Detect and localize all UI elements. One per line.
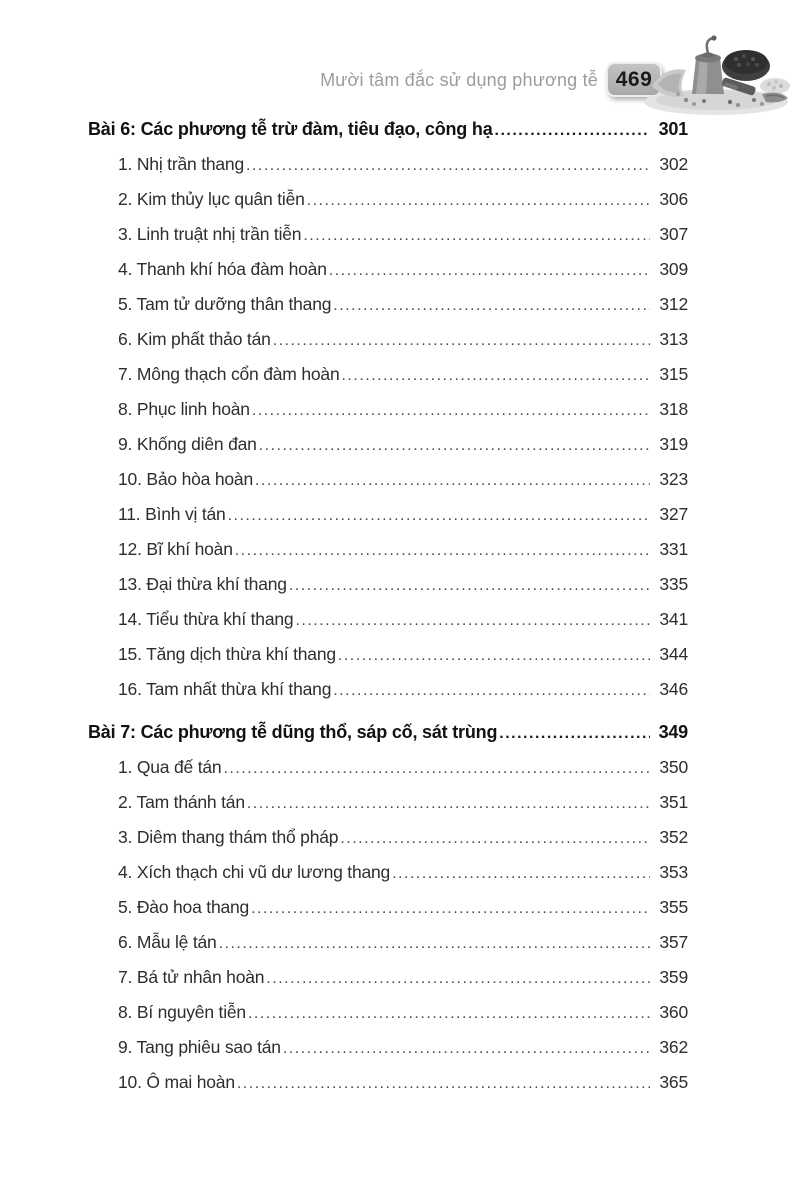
toc-entry [88, 539, 688, 574]
toc-entry-page: 350 [659, 757, 688, 777]
toc-entry-page: 357 [659, 932, 688, 952]
toc-entry-page: 306 [659, 189, 688, 209]
toc-entry-page: 318 [659, 399, 688, 419]
toc-entry-page: 307 [659, 224, 688, 244]
toc-entry [88, 827, 688, 862]
toc-entry-page: 352 [659, 827, 688, 847]
toc-entry [88, 1037, 688, 1072]
toc-entry [88, 757, 688, 792]
toc-entry [88, 154, 688, 189]
toc-entry [88, 434, 688, 469]
toc-entry-label: 1. Nhị trần thang [118, 154, 244, 174]
toc-entry-label: 13. Đại thừa khí thang [118, 574, 287, 594]
toc-entry-page: 335 [659, 574, 688, 594]
toc-section-heading-label: Bài 6: Các phương tễ trừ đàm, tiêu đạo, công hạ [88, 119, 493, 139]
dot-leader [338, 644, 650, 665]
toc-entry-label: 6. Mẫu lệ tán [118, 932, 217, 952]
toc-section [88, 722, 688, 1107]
toc-entry-label: 2. Tam thánh tán [118, 792, 245, 812]
dot-leader [273, 329, 650, 350]
toc-entry-label: 11. Bình vị tán [118, 504, 226, 524]
toc-entry-label: 9. Tang phiêu sao tán [118, 1037, 281, 1057]
dot-leader [341, 364, 650, 385]
dot-leader [246, 154, 650, 175]
dot-leader [295, 609, 650, 630]
dot-leader [237, 1072, 650, 1093]
toc-entry [88, 224, 688, 259]
toc-entry-label: 8. Bí nguyên tiễn [118, 1002, 246, 1022]
dot-leader [266, 967, 650, 988]
toc-entry-page: 346 [659, 679, 688, 699]
dot-leader [259, 434, 650, 455]
toc-section-heading-page: 301 [658, 119, 688, 139]
toc-entry-label: 5. Đào hoa thang [118, 897, 250, 917]
toc-entry-label: 14. Tiểu thừa khí thang [118, 609, 294, 629]
running-title: Mười tâm đắc sử dụng phương tễ [320, 70, 598, 90]
toc-entry-label: 2. Kim thủy lục quân tiễn [118, 189, 305, 209]
toc-entry [88, 504, 688, 539]
toc-entry [88, 329, 688, 364]
dot-leader [303, 224, 650, 245]
toc-entry-page: 365 [659, 1072, 688, 1092]
toc-entry [88, 862, 688, 897]
toc-entry-page: 319 [659, 434, 688, 454]
dot-leader [340, 827, 650, 848]
toc-entry-label: 4. Xích thạch chi vũ dư lương thang [118, 862, 391, 882]
toc [88, 119, 688, 1107]
toc-entry [88, 469, 688, 504]
toc-section-heading [88, 722, 688, 757]
toc-entry [88, 644, 688, 679]
dot-leader [333, 679, 650, 700]
toc-entry-label: 7. Bá tử nhân hoàn [118, 967, 265, 987]
toc-section-heading-label: Bài 7: Các phương tễ dũng thổ, sáp cố, sát trùng [88, 722, 498, 742]
toc-entry-label: 15. Tăng dịch thừa khí thang [118, 644, 336, 664]
toc-entry-page: 327 [659, 504, 688, 524]
dot-leader [252, 399, 650, 420]
toc-entry-page: 360 [659, 1002, 688, 1022]
toc-entry-page: 331 [659, 539, 688, 559]
toc-entry-page: 362 [659, 1037, 688, 1057]
toc-entry-label: 5. Tam tử dưỡng thân thang [118, 294, 332, 314]
toc-entry [88, 679, 688, 714]
toc-entry-label: 6. Kim phất thảo tán [118, 329, 271, 349]
toc-entry-page: 312 [659, 294, 688, 314]
toc-entry [88, 897, 688, 932]
toc-entry-page: 353 [659, 862, 688, 882]
dot-leader [223, 757, 650, 778]
dot-leader [219, 932, 650, 953]
dot-leader [289, 574, 650, 595]
dot-leader [247, 792, 650, 813]
toc-entry-page: 315 [659, 364, 688, 384]
toc-entry-label: 8. Phục linh hoàn [118, 399, 250, 419]
toc-entry-label: 3. Diêm thang thám thổ pháp [118, 827, 339, 847]
toc-entry [88, 967, 688, 1002]
dot-leader [248, 1002, 650, 1023]
dot-leader [307, 189, 650, 210]
dot-leader [499, 722, 650, 743]
toc-section [88, 119, 688, 714]
toc-entry [88, 1072, 688, 1107]
toc-entry [88, 294, 688, 329]
toc-entry-label: 10. Ô mai hoàn [118, 1072, 235, 1092]
dot-leader [392, 862, 650, 883]
dot-leader [255, 469, 650, 490]
toc-section-heading [88, 119, 688, 154]
toc-entry [88, 574, 688, 609]
toc-entry-page: 341 [659, 609, 688, 629]
toc-entry-page: 302 [659, 154, 688, 174]
dot-leader [333, 294, 650, 315]
toc-entry-label: 7. Mông thạch cổn đàm hoàn [118, 364, 340, 384]
toc-entry-page: 351 [659, 792, 688, 812]
toc-entry-label: 9. Khống diên đan [118, 434, 257, 454]
toc-entry-page: 323 [659, 469, 688, 489]
toc-entry [88, 259, 688, 294]
toc-entry [88, 932, 688, 967]
dot-leader [228, 504, 650, 525]
toc-entry-label: 12. Bĩ khí hoàn [118, 539, 233, 559]
toc-section-heading-page: 349 [658, 722, 688, 742]
toc-entry-page: 359 [659, 967, 688, 987]
toc-entry-label: 16. Tam nhất thừa khí thang [118, 679, 332, 699]
herbal-ingredients-photo-icon [634, 28, 794, 118]
dot-leader [235, 539, 650, 560]
toc-entry [88, 792, 688, 827]
toc-entry-page: 309 [659, 259, 688, 279]
toc-entry-label: 10. Bảo hòa hoàn [118, 469, 253, 489]
toc-entry-page: 313 [659, 329, 688, 349]
toc-entry [88, 609, 688, 644]
toc-entry-page: 355 [659, 897, 688, 917]
dot-leader [495, 119, 650, 140]
toc-entry-label: 4. Thanh khí hóa đàm hoàn [118, 259, 327, 279]
dot-leader [283, 1037, 650, 1058]
toc-entry [88, 364, 688, 399]
dot-leader [329, 259, 650, 280]
toc-entry-label: 1. Qua đế tán [118, 757, 222, 777]
dot-leader [251, 897, 650, 918]
toc-entry [88, 1002, 688, 1037]
toc-entry [88, 399, 688, 434]
toc-entry-label: 3. Linh truật nhị trần tiễn [118, 224, 302, 244]
toc-entry [88, 189, 688, 224]
page-number: 469 [615, 67, 653, 91]
toc-entry-page: 344 [659, 644, 688, 664]
